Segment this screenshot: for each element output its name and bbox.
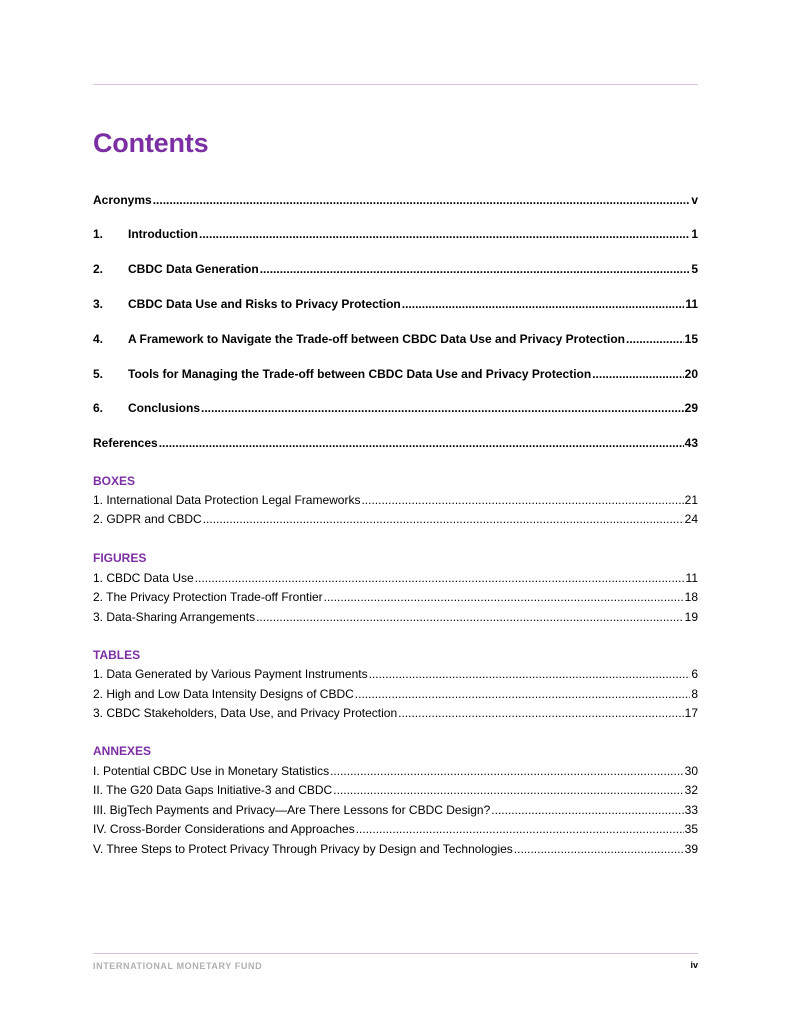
toc-entry-cbdc-data-generation[interactable] [93,261,698,277]
toc-entry-page: 17 [684,706,698,720]
toc-entry-label: V. Three Steps to Protect Privacy Through Privacy by Design and Technologies [93,842,513,856]
toc-entry-page: 5 [691,262,698,276]
toc-entry-label: III. BigTech Payments and Privacy—Are There Lessons for CBDC Design? [93,803,491,817]
toc-entry-acronyms[interactable] [93,192,698,208]
toc-entry-page: 8 [691,687,698,701]
toc-entry-number: 4. [93,332,104,346]
toc-entry-page: 29 [684,401,698,415]
toc-entry-data-use-risks[interactable] [93,296,698,312]
toc-entry-conclusions[interactable] [93,400,698,416]
toc-entry-label: Conclusions [128,401,201,415]
toc-leader [201,400,684,416]
toc-entry-page: 1 [691,227,698,241]
toc-entry-number: 5. [93,367,104,381]
toc-leader [199,226,690,242]
toc-leader [491,802,683,818]
toc-entry-label: CBDC Data Generation [128,262,259,276]
toc-entry-label: 2. The Privacy Protection Trade-off Frontier [93,590,323,604]
toc-leader [256,609,684,625]
footer-page-number: iv [690,960,698,970]
toc-leader [153,192,691,208]
annex-entry[interactable] [93,821,698,837]
toc-entry-framework[interactable] [93,331,698,347]
toc-entry-page: 20 [684,367,698,381]
toc-entry-label: Tools for Managing the Trade-off between CBDC Data Use and Privacy Protection [128,367,592,381]
toc-entry-page: 6 [691,667,698,681]
toc-entry-page: 24 [684,512,698,526]
toc-leader [592,366,683,382]
header-rule [93,84,698,85]
toc-leader [361,492,683,508]
toc-leader [626,331,684,347]
toc-leader [398,705,684,721]
toc-entry-number: 1. [93,227,104,241]
toc-entry-page: 32 [684,783,698,797]
toc-leader [355,686,691,702]
toc-entry-label: CBDC Data Use and Risks to Privacy Protection [128,297,401,311]
toc-entry-label: 1. CBDC Data Use [93,571,194,585]
toc-entry-page: v [691,193,698,207]
toc-leader [514,841,684,857]
toc-entry-label: 3. CBDC Stakeholders, Data Use, and Privacy Protection [93,706,398,720]
toc-entry-label: A Framework to Navigate the Trade-off between CBDC Data Use and Privacy Protection [128,332,626,346]
toc-entry-label: 1. Data Generated by Various Payment Instruments [93,667,368,681]
toc-leader [369,666,691,682]
annex-entry[interactable] [93,782,698,798]
toc-entry-label: 2. GDPR and CBDC [93,512,202,526]
toc-entry-tools[interactable] [93,366,698,382]
figure-entry[interactable] [93,589,698,605]
toc-leader [260,261,691,277]
toc-leader [330,763,684,779]
annex-entry[interactable] [93,841,698,857]
toc-entry-number: 6. [93,401,104,415]
annexes-heading: ANNEXES [93,744,152,758]
footer-publisher: INTERNATIONAL MONETARY FUND [93,961,263,971]
toc-leader [356,821,684,837]
toc-leader [159,435,684,451]
toc-entry-page: 15 [684,332,698,346]
toc-entry-page: 21 [684,493,698,507]
toc-entry-page: 30 [684,764,698,778]
tables-heading: TABLES [93,648,141,662]
toc-entry-page: 35 [684,822,698,836]
box-entry[interactable] [93,492,698,508]
toc-entry-page: 39 [684,842,698,856]
annex-entry[interactable] [93,763,698,779]
toc-entry-number: 2. [93,262,104,276]
toc-entry-page: 11 [685,571,698,585]
annex-entry[interactable] [93,802,698,818]
toc-leader [195,570,685,586]
toc-entry-page: 11 [685,297,698,311]
toc-entry-introduction[interactable] [93,226,698,242]
toc-entry-page: 18 [684,590,698,604]
toc-entry-number: 3. [93,297,104,311]
table-entry[interactable] [93,686,698,702]
toc-entry-label: I. Potential CBDC Use in Monetary Statistics [93,764,330,778]
toc-entry-label: Acronyms [93,193,152,207]
footer-rule [93,953,698,954]
toc-entry-label: 1. International Data Protection Legal Frameworks [93,493,361,507]
figure-entry[interactable] [93,570,698,586]
box-entry[interactable] [93,511,698,527]
toc-leader [333,782,683,798]
toc-entry-label: II. The G20 Data Gaps Initiative-3 and CBDC [93,783,333,797]
page-title: Contents [93,128,209,158]
figure-entry[interactable] [93,609,698,625]
figures-heading: FIGURES [93,551,147,565]
toc-leader [324,589,684,605]
toc-entry-page: 33 [684,803,698,817]
table-entry[interactable] [93,705,698,721]
toc-entry-page: 19 [684,610,698,624]
toc-entry-label: References [93,436,158,450]
boxes-heading: BOXES [93,474,136,488]
table-entry[interactable] [93,666,698,682]
toc-leader [203,511,684,527]
toc-entry-label: Introduction [128,227,198,241]
toc-entry-label: IV. Cross-Border Considerations and Approaches [93,822,355,836]
toc-leader [402,296,685,312]
toc-entry-page: 43 [684,436,698,450]
toc-entry-references[interactable] [93,435,698,451]
toc-entry-label: 3. Data-Sharing Arrangements [93,610,256,624]
toc-entry-label: 2. High and Low Data Intensity Designs of CBDC [93,687,354,701]
